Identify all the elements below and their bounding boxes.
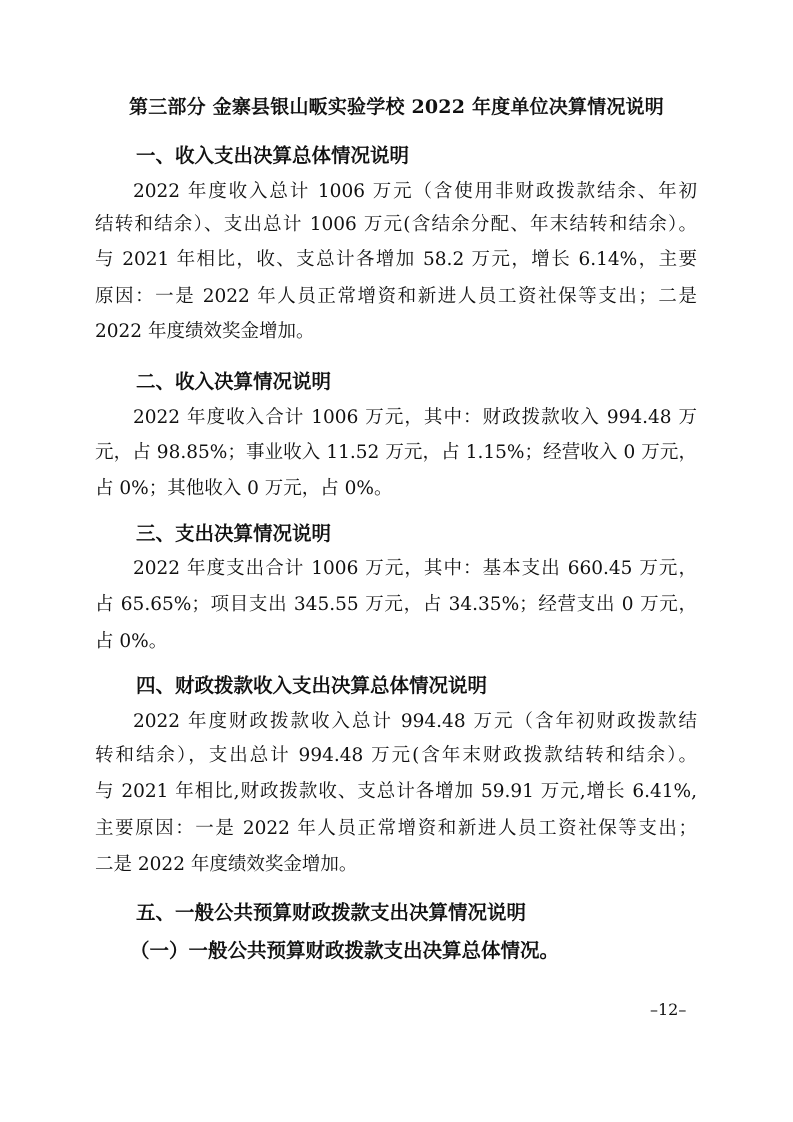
section-4-line-5: 二是 2022 年度绩效奖金增加。 [95,854,358,875]
section-1-line-2: 结转和结余）、支出总计 1006 万元(含结余分配、年末结转和结余）。 [95,214,697,235]
section-2-heading: 二、收入决算情况说明 [136,370,332,393]
subsection-heading: （一）一般公共预算财政拨款支出决算总体情况。 [130,939,560,962]
section-2-line-2: 元，占 98.85%；事业收入 11.52 万元，占 1.15%；经营收入 0 万元， [95,442,697,463]
page-number: –12– [650,1000,687,1019]
section-4-line-3: 与 2021 年相比,财政拨款收、支总计各增加 59.91 万元,增长 6.41%, [95,781,697,802]
section-3-heading: 三、支出决算情况说明 [136,522,332,545]
section-3-line-2: 占 65.65%；项目支出 345.55 万元，占 34.35%；经营支出 0 万元， [95,594,697,615]
section-4-line-1: 2022 年度财政拨款收入总计 994.48 万元（含年初财政拨款结 [133,711,697,732]
section-3-line-1: 2022 年度支出合计 1006 万元，其中：基本支出 660.45 万元， [133,558,697,579]
document-title: 第三部分 金寨县银山畈实验学校 2022 年度单位决算情况说明 [129,96,664,118]
section-4-line-2: 转和结余），支出总计 994.48 万元(含年末财政拨款结转和结余）。 [95,745,697,766]
section-1-line-1: 2022 年度收入总计 1006 万元（含使用非财政拨款结余、年初 [133,181,697,202]
section-5-heading: 五、一般公共预算财政拨款支出决算情况说明 [136,901,527,924]
section-4-line-4: 主要原因：一是 2022 年人员正常增资和新进人员工资社保等支出； [95,818,697,839]
section-4-heading: 四、财政拨款收入支出决算总体情况说明 [136,674,488,697]
section-3-line-3: 占 0%。 [95,631,168,652]
section-1-line-3: 与 2021 年相比，收、支总计各增加 58.2 万元，增长 6.14%，主要 [95,249,697,270]
section-2-line-3: 占 0%；其他收入 0 万元，占 0%。 [95,478,393,499]
section-1-heading: 一、收入支出决算总体情况说明 [136,144,410,167]
section-1-line-4: 原因：一是 2022 年人员正常增资和新进人员工资社保等支出；二是 [95,286,697,307]
section-1-line-5: 2022 年度绩效奖金增加。 [95,321,315,342]
section-2-line-1: 2022 年度收入合计 1006 万元，其中：财政拨款收入 994.48 万 [133,407,697,428]
